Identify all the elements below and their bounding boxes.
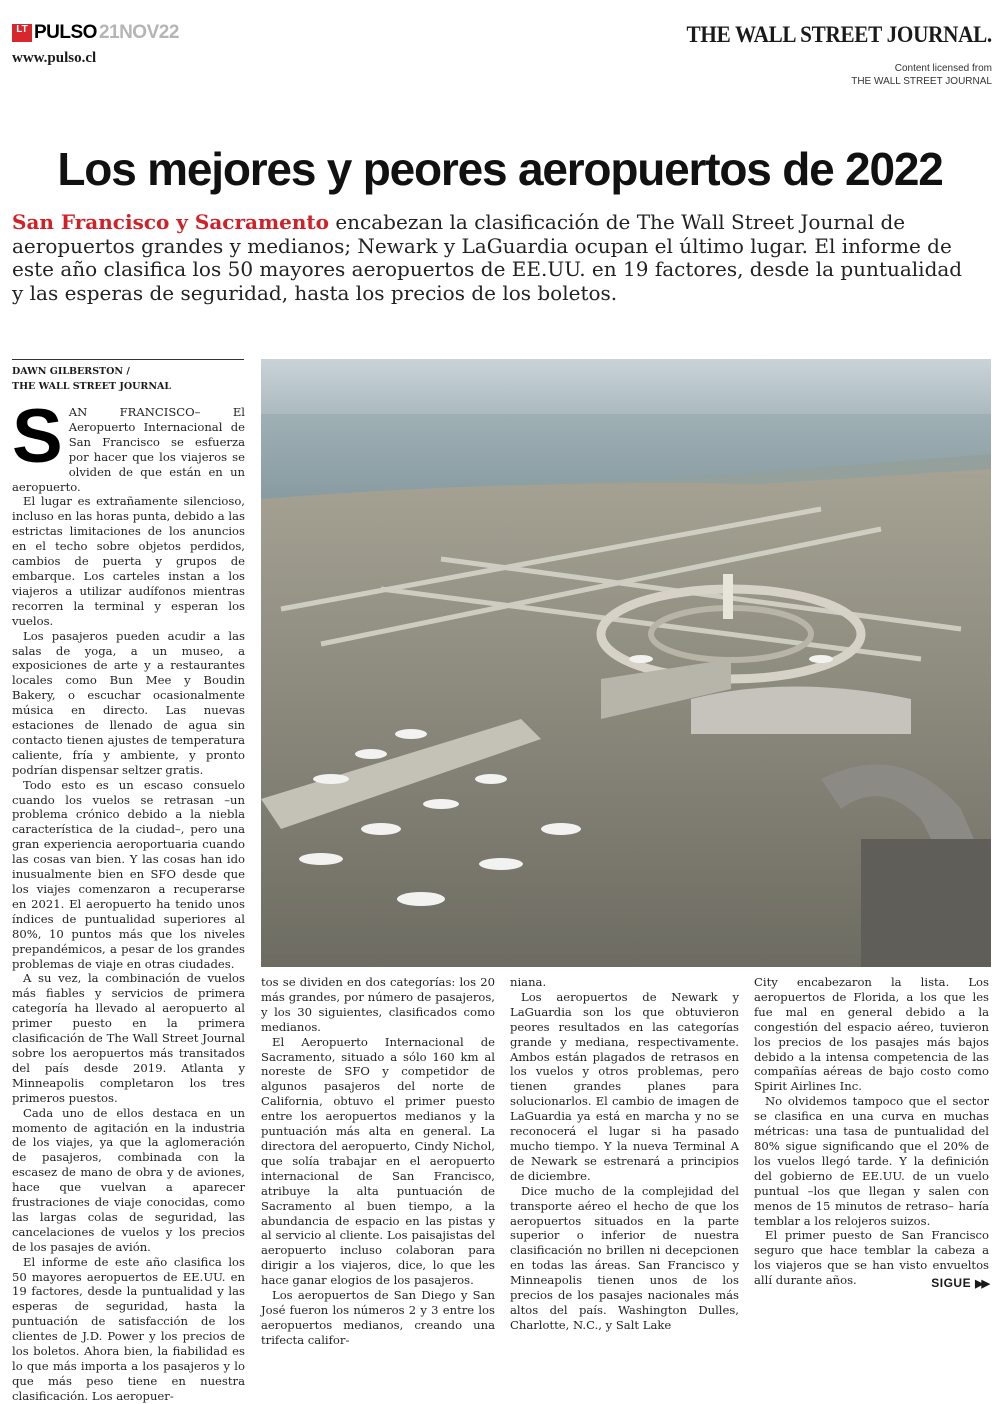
deck-lead: San Francisco y Sacramento xyxy=(12,210,329,234)
article-column-1 xyxy=(12,394,245,1404)
article-paragraph: City encabezaron la lista. Los aeropuertos de Florida, a los que les fue mal en general debido a la congestión del espacio aéreo, tuvieron los precios de los pasajes más bajos debido a la intensa competencia de las compañías aéreas de bajo costo como Spirit Airlines Inc. xyxy=(754,975,989,1094)
masthead xyxy=(12,22,992,92)
article-paragraph: niana. xyxy=(510,975,547,989)
section-name: PULSO xyxy=(34,22,97,43)
article-paragraph: tos se dividen en dos categorías: los 20 más grandes, por número de pasajeros, y los 30 siguientes, clasificados como medianos. xyxy=(261,975,495,1034)
article-paragraph: A su vez, la combinación de vuelos más fiables y servicios de primera categoría ha llevado al aeropuerto al primer puesto en la primera clasificación de The Wall Street Journal sobre los aeropuertos más transitados del país desde 2019. Atlanta y Minneapolis completaron los tres primeros puestos. xyxy=(12,971,245,1105)
lt-logo: LT xyxy=(12,24,32,42)
article-paragraph: Cada uno de ellos destaca en un momento de agitación en la industria de los viajes, ya que la aglomeración de pasajeros, combinada con la escasez de mano de obra y de aviones, hace que vuelvan a aparecer frustraciones de viaje conocidas, como las largas colas de seguridad, las cancelaciones de vuelos y los precios de los pasajes de avión. xyxy=(12,1105,245,1254)
article-paragraph: Los aeropuertos de Newark y LaGuardia son los que obtuvieron peores resultados en las categorías grande y mediana, respectivamente. Ambos están plagados de retrasos en los vuelos y otros problemas, pero tienen grandes planes para solucionarlos. El cambio de imagen de LaGuardia ya está en marcha y no se reconocerá el lugar si ha pasado mucho tiempo. Y la nueva Terminal A de Newark se estrenará a principios de diciembre. xyxy=(510,989,739,1183)
headline: Los mejores y peores aeropuertos de 2022 xyxy=(57,143,943,195)
article-column-4 xyxy=(754,975,989,1288)
article-paragraph: El lugar es extrañamente silencioso, incluso en las horas punta, debido a las estrictas limitaciones de los anuncios en el techo sobre objetos perdidos, cambios de puerta y grupos de embarque. Los carteles instan a los viajeros a utilizar audífonos mientras recorren la terminal y esperan los vuelos. xyxy=(12,494,245,628)
paragraph-text: AN FRANCISCO– El Aeropuerto Internacional de San Francisco se esfuerza por hacer que los viajeros se olviden de que están en un aeropuerto. xyxy=(12,405,245,494)
photo-sky xyxy=(261,359,991,419)
license-note xyxy=(851,62,992,88)
photo-international-terminal xyxy=(691,687,911,735)
article-paragraph: Los pasajeros pueden acudir a las salas de yoga, a un museo, a exposiciones de arte y a restaurantes locales como Bun Mee y Boudin Bakery, o escuchar ocasionalmente música en directo. Las nuevas estaciones de llenado de agua sin contacto tienen ajustes de temperatura caliente, fría y ambiente, y pronto podrían dispensar seltzer gratis. xyxy=(12,628,245,777)
pulso-section-tag xyxy=(12,22,179,44)
article-paragraph: No olvidemos tampoco que el sector se clasifica en una curva en muchas métricas: una tasa de puntualidad del 80% sigue significando que el 20% de los vuelos llegó tarde. Y la definición del gobierno de EE.UU. de un vuelo puntual –los que llegan y salen con menos de 15 minutos de retraso– haría temblar a los relojeros suizos. xyxy=(754,1094,989,1228)
byline-author: DAWN GILBERSTON / xyxy=(12,366,130,377)
article-paragraph: El primer puesto de San Francisco seguro que hace temblar la cabeza a los viajeros que se han visto envueltos allí durante años. xyxy=(754,1228,989,1288)
byline xyxy=(12,359,244,394)
article-column-3 xyxy=(510,975,739,1333)
article-paragraph: El Aeropuerto Internacional de Sacramento, situado a sólo 160 km al noreste de SFO y competidor de algunos pasajeros del norte de California, obtuvo el primer puesto entre los aeropuertos medianos y la puntuación más alta en general. La directora del aeropuerto, Cindy Nichol, que solía trabajar en el aeropuerto internacional de San Francisco, atribuye la alta puntuación de Sacramento al buen tiempo, a la abundancia de espacio en las pistas y al servicio al cliente. Los paisajistas del aeropuerto incluso colaboran para dirigir a los viajeros, dice, lo que les hace ganar elogios de los pasajeros. xyxy=(261,1034,495,1288)
drop-cap: S xyxy=(12,394,63,479)
article-paragraph: Todo esto es un escaso consuelo cuando los vuelos se retrasan –un problema crónico debido a la niebla característica de la ciudad–, pero una gran experiencia aeroportuaria cuando las cosas van bien. Y las cosas han ido inusualmente bien en SFO desde que los viajes comenzaron a recuperarse en 2021. El aeropuerto ha tenido unos índices de puntualidad superiores al 80%, 10 puntos más que los niveles prepandémicos, a pesar de los grandes problemas de viaje en otras ciudades. xyxy=(12,777,245,971)
continue-label: SIGUE xyxy=(931,1276,972,1290)
article-column-2 xyxy=(261,975,495,1348)
airport-aerial-photo xyxy=(261,359,991,967)
double-arrow-icon: ▶▶ xyxy=(975,1277,988,1290)
article-paragraph: El informe de este año clasifica los 50 mayores aeropuertos de EE.UU. en 19 factores, desde la puntualidad y las esperas de seguridad, hasta la puntuación de satisfacción de los clientes de J.D. Power y los precios de los boletos. Ahora bien, la fiabilidad es lo que más importa a los pasajeros y lo que más peso tiene en nuestra clasificación. Los aeropuer- xyxy=(12,1254,245,1403)
license-line-1: Content licensed from xyxy=(894,63,992,74)
article-paragraph xyxy=(12,394,245,494)
byline-outlet: THE WALL STREET JOURNAL xyxy=(12,381,172,392)
deck-rest: encabezan la clasificación de The Wall Street Journal de aeropuertos grandes y medianos; Newark y LaGuardia ocupan el último lugar. El informe de este año clasifica los 50 mayores aeropuertos de EE.UU. en 19 factores, desde la puntualidad y las esperas de seguridad, hasta los precios de los boletos. xyxy=(12,210,963,305)
continue-marker xyxy=(931,1276,988,1290)
deck xyxy=(12,211,977,305)
site-url: www.pulso.cl xyxy=(12,50,97,66)
photo-control-tower xyxy=(723,574,733,619)
article-paragraph: Dice mucho de la complejidad del transporte aéreo el hecho de que los aeropuertos situados en la parte superior o inferior de nuestra clasificación no brillen ni decepcionen en todas las áreas. San Francisco y Minneapolis tienen unos de los precios de los pasajes nacionales más altos del país. Washington Dulles, Charlotte, N.C., y Salt Lake xyxy=(510,1183,739,1332)
edition-date: 21NOV22 xyxy=(98,22,179,43)
photo-parking xyxy=(861,839,991,967)
publication-logo: THE WALL STREET JOURNAL. xyxy=(686,22,992,47)
license-line-2: THE WALL STREET JOURNAL xyxy=(851,76,992,87)
article-paragraph: Los aeropuertos de San Diego y San José fueron los números 2 y 3 entre los aeropuertos medianos, creando una trifecta califor- xyxy=(261,1288,495,1347)
